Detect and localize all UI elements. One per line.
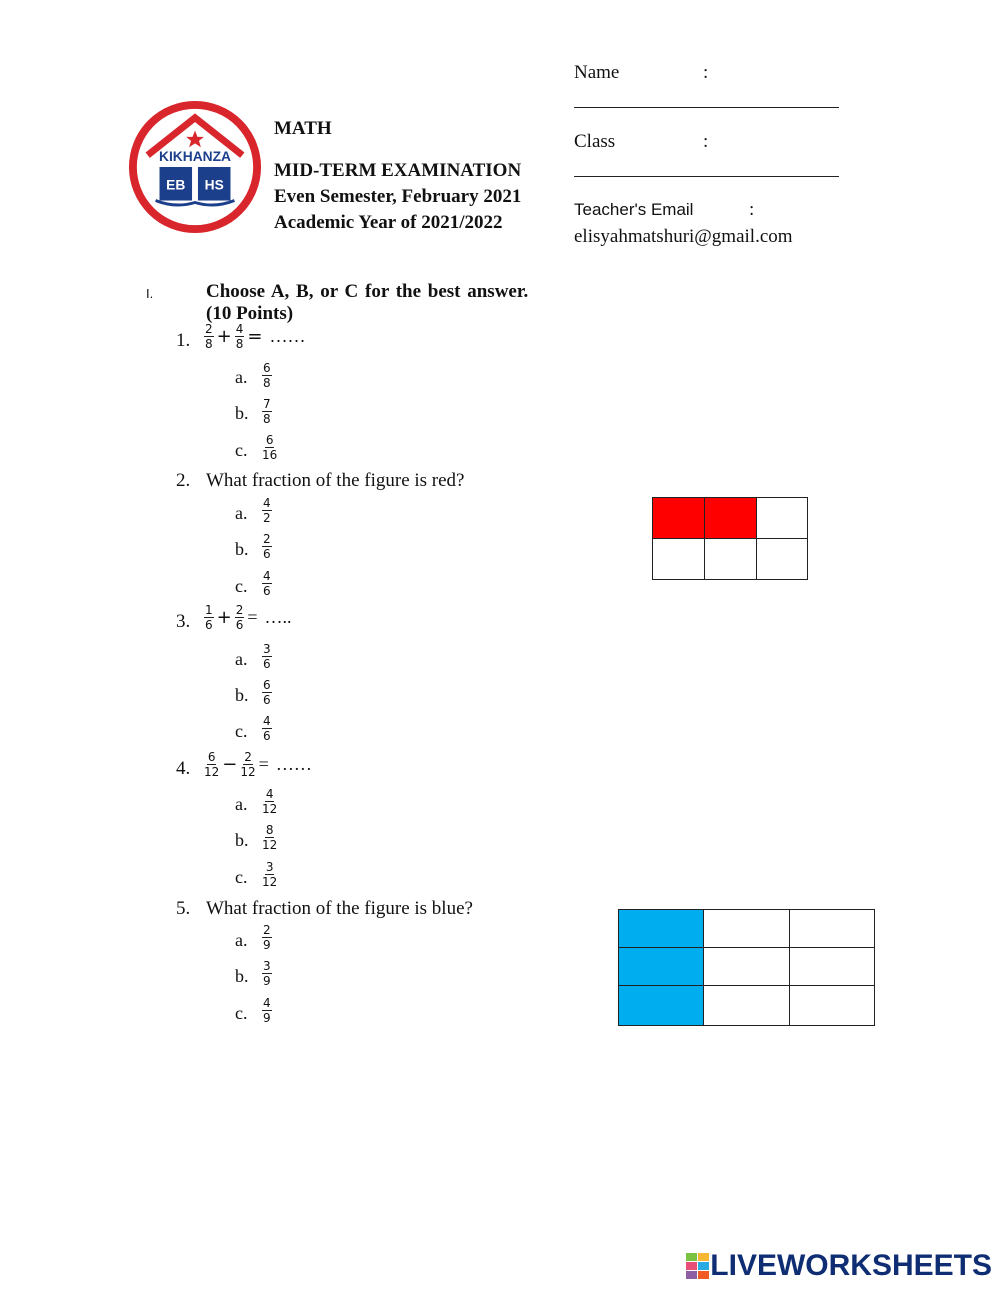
option-2c[interactable]: $\frac{4}{6}$ xyxy=(263,569,271,598)
empty-cell xyxy=(757,498,808,539)
shaded-cell xyxy=(619,948,704,986)
section-instruction: Choose A, B, or C for the best answer. xyxy=(206,281,529,302)
red-fraction-figure xyxy=(652,497,808,580)
option-2b[interactable]: $\frac{2}{6}$ xyxy=(263,532,271,561)
question-number: 1. xyxy=(176,330,191,351)
name-label: Name xyxy=(574,62,620,83)
question-3-expression: $\frac{1}{6}$ + $\frac{2}{6}$ = ….. xyxy=(205,603,292,632)
fraction: $\frac{2}{6}$ xyxy=(235,603,244,632)
academic-year-line: Academic Year of 2021/2022 xyxy=(274,212,503,233)
option-5a[interactable]: $\frac{2}{9}$ xyxy=(263,923,271,952)
shaded-cell xyxy=(619,986,704,1026)
logo-right-letters: HS xyxy=(204,177,224,193)
section-points: (10 Points) xyxy=(206,303,294,324)
option-1a[interactable]: $\frac{6}{8}$ xyxy=(263,361,271,390)
option-1c[interactable]: $\frac{6}{16}$ xyxy=(262,433,278,462)
question-number: 4. xyxy=(176,758,191,779)
option-4a[interactable]: $\frac{4}{12}$ xyxy=(262,787,278,816)
option-label: a. xyxy=(235,503,248,523)
question-1-expression: $\frac{2}{8}$ + $\frac{4}{8}$ = …… xyxy=(205,322,306,351)
semester-line: Even Semester, February 2021 xyxy=(274,186,522,207)
class-label: Class xyxy=(574,131,616,152)
empty-cell xyxy=(704,986,790,1026)
fraction: $\frac{2}{8}$ xyxy=(205,322,213,351)
option-2a[interactable]: $\frac{4}{2}$ xyxy=(263,496,271,525)
empty-cell xyxy=(704,948,790,986)
option-5c[interactable]: $\frac{4}{9}$ xyxy=(263,996,271,1025)
option-label: c. xyxy=(235,867,248,887)
logo-left-letters: EB xyxy=(166,177,186,193)
question-number: 2. xyxy=(176,470,191,491)
empty-cell xyxy=(704,910,790,948)
teacher-email-label: Teacher's Email xyxy=(574,200,694,219)
logo-school-name: KIKHANZA xyxy=(159,149,231,165)
fraction: $\frac{6}{12}$ xyxy=(204,750,220,779)
option-label: b. xyxy=(235,403,249,423)
blue-fraction-figure xyxy=(618,909,875,1026)
school-logo xyxy=(126,98,264,236)
empty-cell xyxy=(705,539,757,580)
option-label: b. xyxy=(235,830,249,850)
name-colon: : xyxy=(703,62,709,83)
option-label: a. xyxy=(235,367,248,387)
option-3c[interactable]: $\frac{4}{6}$ xyxy=(263,714,271,743)
empty-cell xyxy=(790,910,875,948)
teacher-email: elisyahmatshuri@gmail.com xyxy=(574,226,793,247)
option-label: c. xyxy=(235,440,248,460)
option-label: c. xyxy=(235,576,248,596)
section-numeral: I. xyxy=(146,286,154,301)
option-5b[interactable]: $\frac{3}{9}$ xyxy=(263,959,271,988)
fraction: $\frac{1}{6}$ xyxy=(205,603,213,632)
question-5-text: What fraction of the figure is blue? xyxy=(206,898,473,919)
option-label: c. xyxy=(235,721,248,741)
subject-title: MATH xyxy=(274,118,332,139)
shaded-cell xyxy=(653,498,705,539)
option-label: c. xyxy=(235,1003,248,1023)
option-3b[interactable]: $\frac{6}{6}$ xyxy=(263,678,271,707)
empty-cell xyxy=(653,539,705,580)
option-4c[interactable]: $\frac{3}{12}$ xyxy=(262,860,278,889)
option-4b[interactable]: $\frac{8}{12}$ xyxy=(262,823,278,852)
question-number: 3. xyxy=(176,611,191,632)
option-1b[interactable]: $\frac{7}{8}$ xyxy=(263,397,271,426)
option-label: a. xyxy=(235,930,248,950)
empty-cell xyxy=(790,948,875,986)
option-label: b. xyxy=(235,539,249,559)
class-colon: : xyxy=(703,131,709,152)
option-3a[interactable]: $\frac{3}{6}$ xyxy=(263,642,271,671)
question-number: 5. xyxy=(176,898,191,919)
teacher-email-colon: : xyxy=(749,199,755,220)
question-4-expression: $\frac{6}{12}$ − $\frac{2}{12}$ = …… xyxy=(204,750,312,779)
exam-title: MID-TERM EXAMINATION xyxy=(274,160,522,181)
option-label: b. xyxy=(235,966,249,986)
question-2-text: What fraction of the figure is red? xyxy=(206,470,465,491)
liveworksheets-logo xyxy=(686,1249,992,1283)
option-label: b. xyxy=(235,685,249,705)
empty-cell xyxy=(757,539,808,580)
liveworksheets-icon xyxy=(686,1253,710,1279)
option-label: a. xyxy=(235,649,248,669)
shaded-cell xyxy=(619,910,704,948)
name-field[interactable] xyxy=(574,107,839,108)
class-field[interactable] xyxy=(574,176,839,177)
shaded-cell xyxy=(705,498,757,539)
option-label: a. xyxy=(235,794,248,814)
fraction: $\frac{2}{12}$ xyxy=(240,750,256,779)
empty-cell xyxy=(790,986,875,1026)
fraction: $\frac{4}{8}$ xyxy=(235,322,244,351)
liveworksheets-brand: LIVEWORKSHEETS xyxy=(710,1249,992,1282)
